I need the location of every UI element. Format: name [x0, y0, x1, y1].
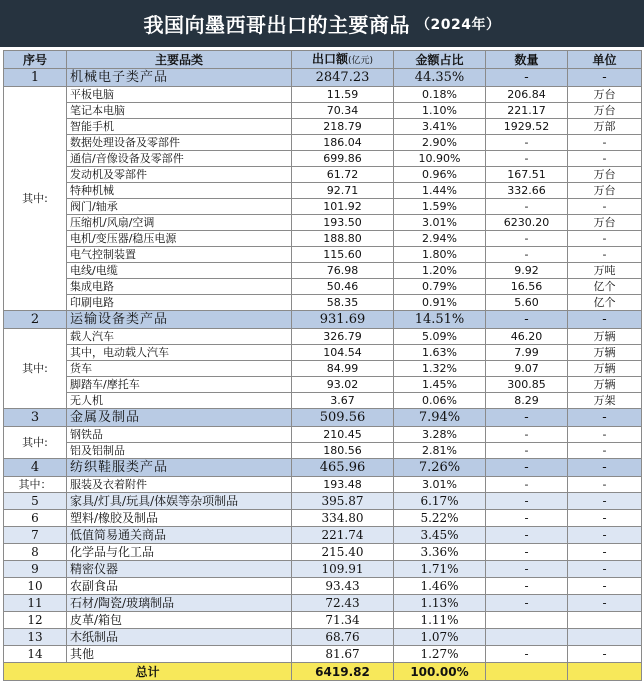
- table-row: [4, 361, 642, 377]
- item-amount: 11.59: [292, 87, 394, 103]
- item-pct: 1.59%: [394, 199, 486, 215]
- item-name: 其中，电动载人汽车: [67, 345, 292, 361]
- item-pct: 3.28%: [394, 427, 486, 443]
- export-table: [3, 50, 642, 681]
- item-qty: 5.60: [486, 295, 568, 311]
- item-pct: 1.10%: [394, 103, 486, 119]
- category-pct: 7.94%: [394, 409, 486, 427]
- category-amount: 81.67: [292, 646, 394, 663]
- table-row: [4, 199, 642, 215]
- group-label: 其中:: [4, 427, 67, 459]
- item-qty: 16.56: [486, 279, 568, 295]
- table-row: [4, 119, 642, 135]
- table-row: [4, 544, 642, 561]
- table-row: [4, 311, 642, 329]
- table-row: [4, 87, 642, 103]
- item-amount: 218.79: [292, 119, 394, 135]
- item-qty: -: [486, 427, 568, 443]
- table-row: [4, 69, 642, 87]
- page-title: 我国向墨西哥出口的主要商品: [143, 13, 411, 37]
- item-name: 平板电脑: [67, 87, 292, 103]
- item-pct: 0.79%: [394, 279, 486, 295]
- category-name: 其他: [67, 646, 292, 663]
- category-pct: 3.36%: [394, 544, 486, 561]
- category-name: 农副食品: [67, 578, 292, 595]
- item-unit: 万台: [568, 215, 642, 231]
- table-row: [4, 646, 642, 663]
- table-row: [4, 477, 642, 493]
- item-unit: 万架: [568, 393, 642, 409]
- category-qty: -: [486, 409, 568, 427]
- category-name: 金属及制品: [67, 409, 292, 427]
- category-no: 10: [4, 578, 67, 595]
- category-qty: -: [486, 578, 568, 595]
- category-pct: 1.27%: [394, 646, 486, 663]
- category-pct: 1.71%: [394, 561, 486, 578]
- category-pct: 1.13%: [394, 595, 486, 612]
- item-name: 载人汽车: [67, 329, 292, 345]
- item-unit: 万辆: [568, 377, 642, 393]
- category-name: 木纸制品: [67, 629, 292, 646]
- item-pct: 0.91%: [394, 295, 486, 311]
- table-row: [4, 295, 642, 311]
- item-unit: 万吨: [568, 263, 642, 279]
- category-qty: -: [486, 459, 568, 477]
- item-name: 特种机械: [67, 183, 292, 199]
- item-unit: -: [568, 247, 642, 263]
- category-amount: 109.91: [292, 561, 394, 578]
- item-qty: -: [486, 135, 568, 151]
- total-label: 总计: [4, 663, 292, 681]
- item-unit: 万部: [568, 119, 642, 135]
- category-pct: 1.46%: [394, 578, 486, 595]
- category-no: 2: [4, 311, 67, 329]
- item-amount: 76.98: [292, 263, 394, 279]
- category-name: 石材/陶瓷/玻璃制品: [67, 595, 292, 612]
- title-bar: [0, 0, 644, 47]
- category-no: 4: [4, 459, 67, 477]
- item-amount: 3.67: [292, 393, 394, 409]
- table-row: [4, 167, 642, 183]
- table-row: [4, 247, 642, 263]
- item-pct: 0.06%: [394, 393, 486, 409]
- item-name: 阀门/轴承: [67, 199, 292, 215]
- total-qty: [486, 663, 568, 681]
- category-pct: 6.17%: [394, 493, 486, 510]
- table-row: [4, 279, 642, 295]
- category-name: 化学品与化工品: [67, 544, 292, 561]
- item-qty: 7.99: [486, 345, 568, 361]
- header-unit: 单位: [568, 51, 642, 69]
- table-row: [4, 393, 642, 409]
- category-qty: [486, 612, 568, 629]
- item-unit: 万台: [568, 183, 642, 199]
- item-amount: 70.34: [292, 103, 394, 119]
- category-no: 1: [4, 69, 67, 87]
- category-no: 8: [4, 544, 67, 561]
- table-row: [4, 329, 642, 345]
- item-amount: 180.56: [292, 443, 394, 459]
- total-row: [4, 663, 642, 681]
- item-pct: 1.80%: [394, 247, 486, 263]
- item-pct: 1.63%: [394, 345, 486, 361]
- item-qty: 300.85: [486, 377, 568, 393]
- category-no: 5: [4, 493, 67, 510]
- item-name: 脚踏车/摩托车: [67, 377, 292, 393]
- item-name: 发动机及零部件: [67, 167, 292, 183]
- item-amount: 92.71: [292, 183, 394, 199]
- category-unit: [568, 629, 642, 646]
- item-qty: -: [486, 231, 568, 247]
- table-row: [4, 629, 642, 646]
- header-no: 序号: [4, 51, 67, 69]
- category-amount: 2847.23: [292, 69, 394, 87]
- category-qty: -: [486, 561, 568, 578]
- category-qty: -: [486, 544, 568, 561]
- item-name: 集成电路: [67, 279, 292, 295]
- table-row: [4, 183, 642, 199]
- item-qty: -: [486, 477, 568, 493]
- category-name: 塑料/橡胶及制品: [67, 510, 292, 527]
- category-unit: -: [568, 646, 642, 663]
- item-unit: -: [568, 427, 642, 443]
- category-pct: 44.35%: [394, 69, 486, 87]
- item-pct: 10.90%: [394, 151, 486, 167]
- category-name: 家具/灯具/玩具/体娱等杂项制品: [67, 493, 292, 510]
- item-name: 服装及衣着附件: [67, 477, 292, 493]
- category-no: 14: [4, 646, 67, 663]
- category-unit: -: [568, 544, 642, 561]
- category-pct: 3.45%: [394, 527, 486, 544]
- header-amount: [292, 51, 394, 69]
- table-row: [4, 377, 642, 393]
- total-pct: 100.00%: [394, 663, 486, 681]
- item-qty: 8.29: [486, 393, 568, 409]
- table-body: [4, 69, 642, 681]
- item-unit: 万台: [568, 87, 642, 103]
- item-pct: 5.09%: [394, 329, 486, 345]
- table-row: [4, 443, 642, 459]
- item-qty: -: [486, 199, 568, 215]
- category-unit: -: [568, 578, 642, 595]
- item-name: 电机/变压器/稳压电源: [67, 231, 292, 247]
- item-qty: 9.92: [486, 263, 568, 279]
- table-row: [4, 527, 642, 544]
- header-row: [4, 51, 642, 69]
- item-qty: 332.66: [486, 183, 568, 199]
- group-label: 其中：: [4, 477, 67, 493]
- item-qty: 46.20: [486, 329, 568, 345]
- table-row: [4, 578, 642, 595]
- item-qty: -: [486, 151, 568, 167]
- category-no: 7: [4, 527, 67, 544]
- item-name: 通信/音像设备及零部件: [67, 151, 292, 167]
- item-pct: 2.90%: [394, 135, 486, 151]
- item-name: 印刷电路: [67, 295, 292, 311]
- item-unit: 万辆: [568, 345, 642, 361]
- category-name: 低值简易通关商品: [67, 527, 292, 544]
- item-name: 压缩机/风扇/空调: [67, 215, 292, 231]
- item-qty: -: [486, 247, 568, 263]
- header-amount-label: 出口额: [311, 51, 348, 66]
- category-name: 精密仪器: [67, 561, 292, 578]
- item-amount: 699.86: [292, 151, 394, 167]
- category-name: 机械电子类产品: [67, 69, 292, 87]
- item-unit: 万台: [568, 167, 642, 183]
- total-unit: [568, 663, 642, 681]
- category-unit: -: [568, 527, 642, 544]
- category-pct: 1.11%: [394, 612, 486, 629]
- category-amount: 509.56: [292, 409, 394, 427]
- category-unit: -: [568, 409, 642, 427]
- table-row: [4, 215, 642, 231]
- category-qty: -: [486, 311, 568, 329]
- group-label: 其中:: [4, 87, 67, 311]
- item-unit: 亿个: [568, 279, 642, 295]
- table-row: [4, 427, 642, 443]
- category-amount: 68.76: [292, 629, 394, 646]
- table-row: [4, 409, 642, 427]
- category-no: 12: [4, 612, 67, 629]
- item-amount: 101.92: [292, 199, 394, 215]
- category-name: 纺织鞋服类产品: [67, 459, 292, 477]
- category-unit: -: [568, 459, 642, 477]
- item-name: 电气控制装置: [67, 247, 292, 263]
- item-amount: 58.35: [292, 295, 394, 311]
- category-unit: -: [568, 561, 642, 578]
- item-pct: 3.41%: [394, 119, 486, 135]
- item-pct: 1.44%: [394, 183, 486, 199]
- category-name: 皮革/箱包: [67, 612, 292, 629]
- category-amount: 931.69: [292, 311, 394, 329]
- category-no: 9: [4, 561, 67, 578]
- category-no: 6: [4, 510, 67, 527]
- title-year: （2024年）: [416, 16, 501, 33]
- item-unit: -: [568, 151, 642, 167]
- category-qty: -: [486, 595, 568, 612]
- item-name: 货车: [67, 361, 292, 377]
- item-qty: 221.17: [486, 103, 568, 119]
- category-pct: 1.07%: [394, 629, 486, 646]
- item-amount: 193.48: [292, 477, 394, 493]
- table-row: [4, 493, 642, 510]
- table-row: [4, 595, 642, 612]
- item-pct: 3.01%: [394, 215, 486, 231]
- category-amount: 72.43: [292, 595, 394, 612]
- table-row: [4, 135, 642, 151]
- table-row: [4, 231, 642, 247]
- item-pct: 1.45%: [394, 377, 486, 393]
- category-unit: -: [568, 493, 642, 510]
- item-unit: 万辆: [568, 329, 642, 345]
- item-pct: 2.94%: [394, 231, 486, 247]
- item-pct: 0.18%: [394, 87, 486, 103]
- category-unit: -: [568, 311, 642, 329]
- category-amount: 215.40: [292, 544, 394, 561]
- category-qty: -: [486, 493, 568, 510]
- item-amount: 50.46: [292, 279, 394, 295]
- item-unit: -: [568, 135, 642, 151]
- category-amount: 93.43: [292, 578, 394, 595]
- item-name: 智能手机: [67, 119, 292, 135]
- category-no: 3: [4, 409, 67, 427]
- category-qty: [486, 629, 568, 646]
- item-amount: 186.04: [292, 135, 394, 151]
- header-pct: 金额占比: [394, 51, 486, 69]
- item-amount: 193.50: [292, 215, 394, 231]
- category-no: 11: [4, 595, 67, 612]
- item-pct: 3.01%: [394, 477, 486, 493]
- table-row: [4, 263, 642, 279]
- item-name: 钢铁品: [67, 427, 292, 443]
- total-amount: 6419.82: [292, 663, 394, 681]
- header-amount-unit: (亿元): [347, 55, 374, 66]
- table-row: [4, 345, 642, 361]
- table-row: [4, 151, 642, 167]
- item-pct: 0.96%: [394, 167, 486, 183]
- category-no: 13: [4, 629, 67, 646]
- table-row: [4, 103, 642, 119]
- category-pct: 7.26%: [394, 459, 486, 477]
- item-name: 数据处理设备及零部件: [67, 135, 292, 151]
- item-name: 电线/电缆: [67, 263, 292, 279]
- item-amount: 326.79: [292, 329, 394, 345]
- category-qty: -: [486, 510, 568, 527]
- item-unit: -: [568, 443, 642, 459]
- item-amount: 188.80: [292, 231, 394, 247]
- table-row: [4, 510, 642, 527]
- table-row: [4, 459, 642, 477]
- item-pct: 1.32%: [394, 361, 486, 377]
- category-amount: 465.96: [292, 459, 394, 477]
- item-unit: -: [568, 199, 642, 215]
- item-pct: 1.20%: [394, 263, 486, 279]
- item-qty: 206.84: [486, 87, 568, 103]
- category-name: 运输设备类产品: [67, 311, 292, 329]
- category-amount: 71.34: [292, 612, 394, 629]
- header-name: 主要品类: [67, 51, 292, 69]
- item-amount: 93.02: [292, 377, 394, 393]
- category-amount: 334.80: [292, 510, 394, 527]
- category-unit: -: [568, 595, 642, 612]
- category-pct: 14.51%: [394, 311, 486, 329]
- item-pct: 2.81%: [394, 443, 486, 459]
- item-name: 无人机: [67, 393, 292, 409]
- category-amount: 221.74: [292, 527, 394, 544]
- category-unit: -: [568, 510, 642, 527]
- category-pct: 5.22%: [394, 510, 486, 527]
- table-row: [4, 612, 642, 629]
- category-amount: 395.87: [292, 493, 394, 510]
- item-qty: 1929.52: [486, 119, 568, 135]
- item-unit: -: [568, 477, 642, 493]
- item-amount: 115.60: [292, 247, 394, 263]
- item-qty: 167.51: [486, 167, 568, 183]
- item-amount: 84.99: [292, 361, 394, 377]
- item-qty: -: [486, 443, 568, 459]
- item-unit: 万台: [568, 103, 642, 119]
- item-qty: 9.07: [486, 361, 568, 377]
- category-qty: -: [486, 646, 568, 663]
- item-unit: -: [568, 231, 642, 247]
- category-qty: -: [486, 69, 568, 87]
- item-amount: 210.45: [292, 427, 394, 443]
- item-name: 笔记本电脑: [67, 103, 292, 119]
- category-unit: [568, 612, 642, 629]
- item-amount: 104.54: [292, 345, 394, 361]
- header-qty: 数量: [486, 51, 568, 69]
- item-unit: 万辆: [568, 361, 642, 377]
- item-qty: 6230.20: [486, 215, 568, 231]
- item-name: 铝及铝制品: [67, 443, 292, 459]
- item-amount: 61.72: [292, 167, 394, 183]
- item-unit: 亿个: [568, 295, 642, 311]
- table-row: [4, 561, 642, 578]
- category-qty: -: [486, 527, 568, 544]
- category-unit: -: [568, 69, 642, 87]
- group-label: 其中:: [4, 329, 67, 409]
